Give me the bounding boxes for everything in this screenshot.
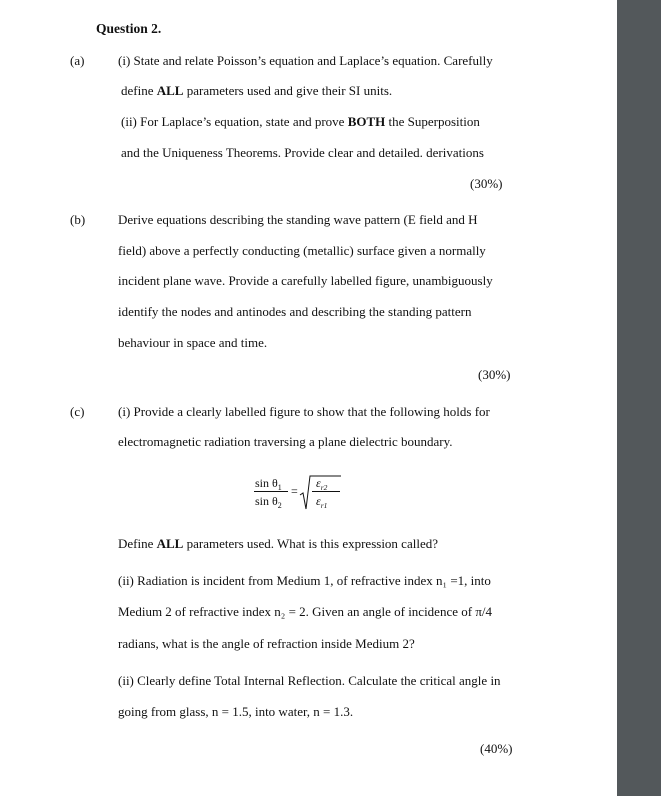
snell-equation [253, 470, 343, 520]
part-b-line1: Derive equations describing the standing wave pattern (E field and H [118, 212, 478, 227]
part-c-ii-line3: radians, what is the angle of refraction inside Medium 2? [118, 636, 415, 651]
part-c-define-line: Define ALL parameters used. What is this expression called? [118, 536, 438, 551]
part-c-iii-line1: (ii) Clearly define Total Internal Reflection. Calculate the critical angle in [118, 673, 501, 688]
part-b-marks: (30%) [478, 367, 511, 382]
part-c-i-line2: electromagnetic radiation traversing a plane dielectric boundary. [118, 434, 453, 449]
part-b-line5: behaviour in space and time. [118, 335, 268, 350]
part-c-label: (c) [70, 404, 85, 419]
part-b-line2: field) above a perfectly conducting (metallic) surface given a normally [118, 243, 486, 258]
part-c-marks: (40%) [480, 741, 513, 756]
eq-equals: = [291, 484, 298, 498]
part-c-ii-line1: (ii) Radiation is incident from Medium 1, of refractive index n₁ =1, into [118, 573, 491, 588]
part-b-line3: incident plane wave. Provide a carefully labelled figure, unambiguously [118, 273, 493, 288]
eq-numerator: $\sin \theta_1$ [255, 476, 282, 492]
part-b-label: (b) [70, 212, 86, 227]
eq-denominator: $\sin \theta_2$ [255, 494, 282, 510]
part-a-ii-line2: and the Uniqueness Theorems. Provide clear and detailed. derivations [121, 145, 484, 160]
eq-rad-denominator: $\varepsilon_{r1}$ [316, 494, 328, 510]
part-a-marks: (30%) [470, 176, 503, 191]
eq-rad-numerator: $\varepsilon_{r2}$ [316, 476, 328, 492]
part-c-iii-line2: going from glass, n = 1.5, into water, n = 1.3. [118, 704, 354, 719]
part-a-ii-line1: (ii) For Laplace’s equation, state and prove BOTH the Superposition [121, 114, 480, 129]
part-c-ii-line2: Medium 2 of refractive index n₂ = 2. Given an angle of incidence of π/4 [118, 604, 492, 619]
part-b-line4: identify the nodes and antinodes and describing the standing pattern [118, 304, 472, 319]
part-a-i-line1: (i) State and relate Poisson’s equation and Laplace’s equation. Carefully [118, 53, 493, 68]
part-a-label: (a) [70, 53, 85, 68]
question-title: Question 2. [96, 21, 162, 36]
part-c-i-line1: (i) Provide a clearly labelled figure to show that the following holds for [118, 404, 490, 419]
viewer-side-panel [617, 0, 661, 796]
part-a-i-line2: define ALL parameters used and give their SI units. [121, 83, 393, 98]
